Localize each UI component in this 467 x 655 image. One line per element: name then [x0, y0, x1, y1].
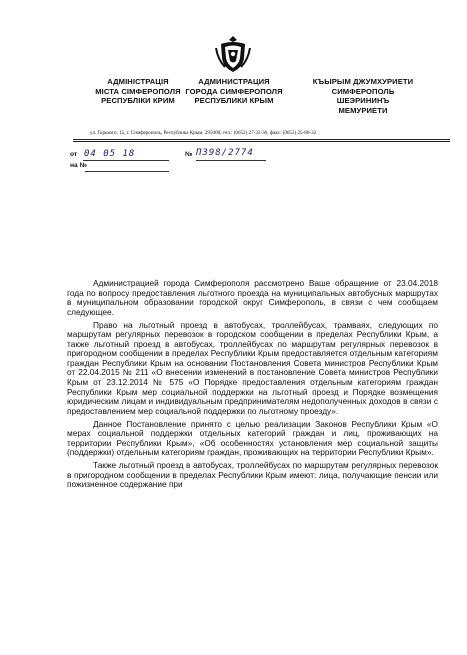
number-underline	[196, 160, 266, 161]
redacted-area	[296, 199, 428, 248]
outgoing-date: 04 05 18	[84, 149, 136, 159]
reply-to-underline	[85, 171, 169, 172]
body-paragraph: Данное Постановление принято с целью реализации Законов Республики Крым «О мерах социальной поддержки отдельных категорий граждан и лиц, проживающих на территории Республики Крым», «Об особенностях установления мер социальной защиты (поддержки) отдельным категориям граждан, проживающих на территории Республики Крым».	[67, 418, 438, 458]
org-ct-line: ШЕЭРИНИНЪ	[336, 96, 390, 106]
header-rule	[73, 141, 450, 142]
org-ru-line: АДМИНИСТРАЦИЯ	[198, 77, 270, 86]
org-ua-line: АДМІНІСТРАЦІЯ	[107, 77, 169, 86]
org-ct-line: МЕМУРИЕТИ	[338, 105, 388, 115]
org-ct-line: СИМФЕРОПОЛЬ	[331, 86, 395, 96]
number-sign: №	[185, 151, 193, 158]
header-rule	[73, 139, 450, 140]
letter-body	[67, 279, 438, 493]
org-ua-line: МІСТА СІМФЕРОПОЛЯ	[95, 86, 181, 96]
org-ct-line: КЪЫРЫМ ДЖУМХУРИЕТИ	[312, 77, 414, 86]
org-name-russian	[166, 77, 302, 106]
from-label: от	[70, 151, 78, 158]
org-ru-line: РЕСПУБЛИКИ КРЫМ	[194, 96, 274, 106]
org-name-crimean-tatar	[299, 77, 427, 115]
body-paragraph: Администрацией города Симферополя рассмотрено Ваше обращение от 23.04.2018 года по вопросу предоставления льготного проезда на муниципальных автобусных маршрутах в муниципальном образовании городской округ Симферополь, в связи с чем сообщаем следующее.	[67, 278, 438, 317]
org-ru-line: ГОРОДА СИМФЕРОПОЛЯ	[185, 86, 283, 96]
outgoing-number: П398/2774	[196, 148, 254, 158]
crimea-coat-of-arms-icon	[213, 34, 253, 74]
date-underline	[83, 160, 169, 161]
body-paragraph: Также льготный проезд в автобусах, троллейбусах по маршрутам регулярных перевозок в пригородном сообщении в пределах Республики Крым имеют: лица, получающие пенсии или пожизненное содержание при	[67, 460, 438, 490]
org-ua-line: РЕСПУБЛІКИ КРИМ	[101, 96, 175, 106]
reply-to-label: на №	[70, 162, 87, 169]
body-paragraph: Право на льготный проезд в автобусах, троллейбусах, трамваях, следующих по маршрутам регулярных перевозок в городском сообщении в пределах Республики Крым, а также льготный проезд в автобусах, троллейбусах по маршрутам регулярных перевозок в пригородном сообщении в пределах Республики Крым предоставляется отдельным категориям граждан Республики Крым на основании Постановления Совета министров Республики Крым от 22.04.2015 № 211 «О внесении изменений в постановление Совета министров Республики Крым от 23.12.2014 № 575 «О Порядке предоставления отдельным категориям граждан Республики Крым мер социальной поддержки на льготный проезд и Порядке возмещения юридическим лицам и индивидуальным предпринимателям недополученных доходов в связи с предоставлением мер социальной поддержки по льготному проезду».	[67, 319, 438, 416]
address-line: ул. Горького, 15, г. Симферополь, Республика Крым, 295000, тел.: (0652) 27-32-36, факс: (0652) 25-80-32	[90, 130, 317, 136]
